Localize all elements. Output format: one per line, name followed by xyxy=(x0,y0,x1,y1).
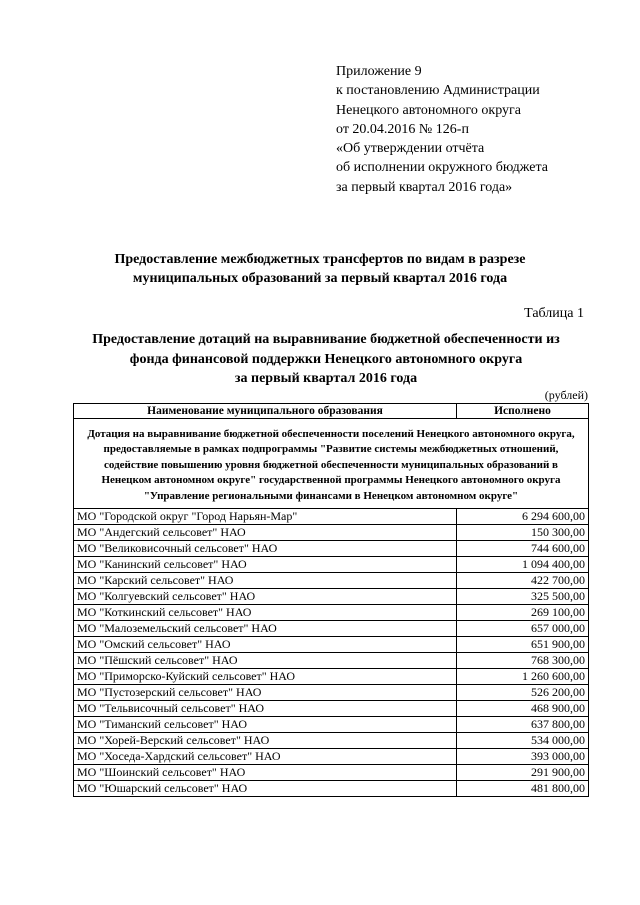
description-cell: Дотация на выравнивание бюджетной обеспеченности поселений Ненецкого автономного округа, предоставляемые в рамках подпрограммы "Развитие системы межбюджетных отношений, содействие повышению уровня бюджетной обеспеченности муниципальных образований в Ненецком автономном округе" государственной программы Ненецкого автономного округа "Управление региональными финансами в Ненецком автономном округе" xyxy=(74,419,589,509)
description-row xyxy=(74,419,589,509)
main-title-line: Предоставление межбюджетных трансфертов по видам в разрезе xyxy=(114,252,526,267)
executed-amount: 637 800,00 xyxy=(457,717,589,733)
header-municipality: Наименование муниципального образования xyxy=(74,404,457,419)
municipality-name: МО "Колгуевский сельсовет" НАО xyxy=(74,589,457,605)
table-row xyxy=(74,653,589,669)
municipality-name: МО "Тельвисочный сельсовет" НАО xyxy=(74,701,457,717)
table-row xyxy=(74,621,589,637)
municipality-name: МО "Городской округ "Город Нарьян-Мар" xyxy=(74,509,457,525)
municipality-name: МО "Хорей-Верский сельсовет" НАО xyxy=(74,733,457,749)
table-title-line: за первый квартал 2016 года xyxy=(234,371,418,386)
table-row xyxy=(74,733,589,749)
municipality-name: МО "Шоинский сельсовет" НАО xyxy=(74,765,457,781)
executed-amount: 6 294 600,00 xyxy=(457,509,589,525)
municipality-name: МО "Великовисочный сельсовет" НАО xyxy=(74,541,457,557)
table-row xyxy=(74,781,589,797)
table-row xyxy=(74,541,589,557)
executed-amount: 422 700,00 xyxy=(457,573,589,589)
municipality-name: МО "Андегский сельсовет" НАО xyxy=(74,525,457,541)
executed-amount: 468 900,00 xyxy=(457,701,589,717)
table-label: Таблица 1 xyxy=(524,306,584,321)
table-row xyxy=(74,765,589,781)
main-title xyxy=(60,250,580,288)
header-executed: Исполнено xyxy=(457,404,589,419)
municipality-name: МО "Карский сельсовет" НАО xyxy=(74,573,457,589)
appendix-line: об исполнении окружного бюджета xyxy=(336,160,548,176)
appendix-line: за первый квартал 2016 года» xyxy=(336,179,513,195)
municipality-name: МО "Омский сельсовет" НАО xyxy=(74,637,457,653)
executed-amount: 768 300,00 xyxy=(457,653,589,669)
municipality-name: МО "Пёшский сельсовет" НАО xyxy=(74,653,457,669)
executed-amount: 651 900,00 xyxy=(457,637,589,653)
municipality-name: МО "Пустозерский сельсовет" НАО xyxy=(74,685,457,701)
executed-amount: 393 000,00 xyxy=(457,749,589,765)
executed-amount: 291 900,00 xyxy=(457,765,589,781)
executed-amount: 1 260 600,00 xyxy=(457,669,589,685)
appendix-line: «Об утверждении отчёта xyxy=(336,141,485,157)
executed-amount: 744 600,00 xyxy=(457,541,589,557)
table-row xyxy=(74,685,589,701)
table-row xyxy=(74,589,589,605)
municipality-name: МО "Приморско-Куйский сельсовет" НАО xyxy=(74,669,457,685)
municipality-name: МО "Коткинский сельсовет" НАО xyxy=(74,605,457,621)
appendix-line: к постановлению Администрации xyxy=(336,83,540,99)
table-row xyxy=(74,557,589,573)
executed-amount: 1 094 400,00 xyxy=(457,557,589,573)
table-row xyxy=(74,637,589,653)
table-row xyxy=(74,573,589,589)
executed-amount: 481 800,00 xyxy=(457,781,589,797)
municipality-name: МО "Канинский сельсовет" НАО xyxy=(74,557,457,573)
municipality-name: МО "Юшарский сельсовет" НАО xyxy=(74,781,457,797)
municipality-name: МО "Хоседа-Хардский сельсовет" НАО xyxy=(74,749,457,765)
table-title-line: фонда финансовой поддержки Ненецкого автономного округа xyxy=(129,351,523,367)
table-row xyxy=(74,669,589,685)
main-title-line: муниципальных образований за первый квартал 2016 года xyxy=(132,271,508,286)
executed-amount: 534 000,00 xyxy=(457,733,589,749)
table-row xyxy=(74,605,589,621)
table-row xyxy=(74,701,589,717)
executed-amount: 657 000,00 xyxy=(457,621,589,637)
municipality-name: МО "Малоземельский сельсовет" НАО xyxy=(74,621,457,637)
units-label: (рублей) xyxy=(544,388,588,402)
executed-amount: 325 500,00 xyxy=(457,589,589,605)
executed-amount: 269 100,00 xyxy=(457,605,589,621)
executed-amount: 150 300,00 xyxy=(457,525,589,541)
table-title-line: Предоставление дотаций на выравнивание бюджетной обеспеченности из xyxy=(92,332,560,347)
table-row xyxy=(74,749,589,765)
table-title xyxy=(60,330,592,389)
table-row xyxy=(74,509,589,525)
municipality-name: МО "Тиманский сельсовет" НАО xyxy=(74,717,457,733)
executed-amount: 526 200,00 xyxy=(457,685,589,701)
appendix-line: Ненецкого автономного округа xyxy=(336,102,521,118)
table-row xyxy=(74,717,589,733)
appendix-line: от 20.04.2016 № 126-п xyxy=(336,121,469,137)
subsidy-table xyxy=(73,403,589,797)
appendix-line: Приложение 9 xyxy=(336,64,422,79)
table-header-row xyxy=(74,404,589,419)
appendix-block xyxy=(336,62,626,197)
table-row xyxy=(74,525,589,541)
